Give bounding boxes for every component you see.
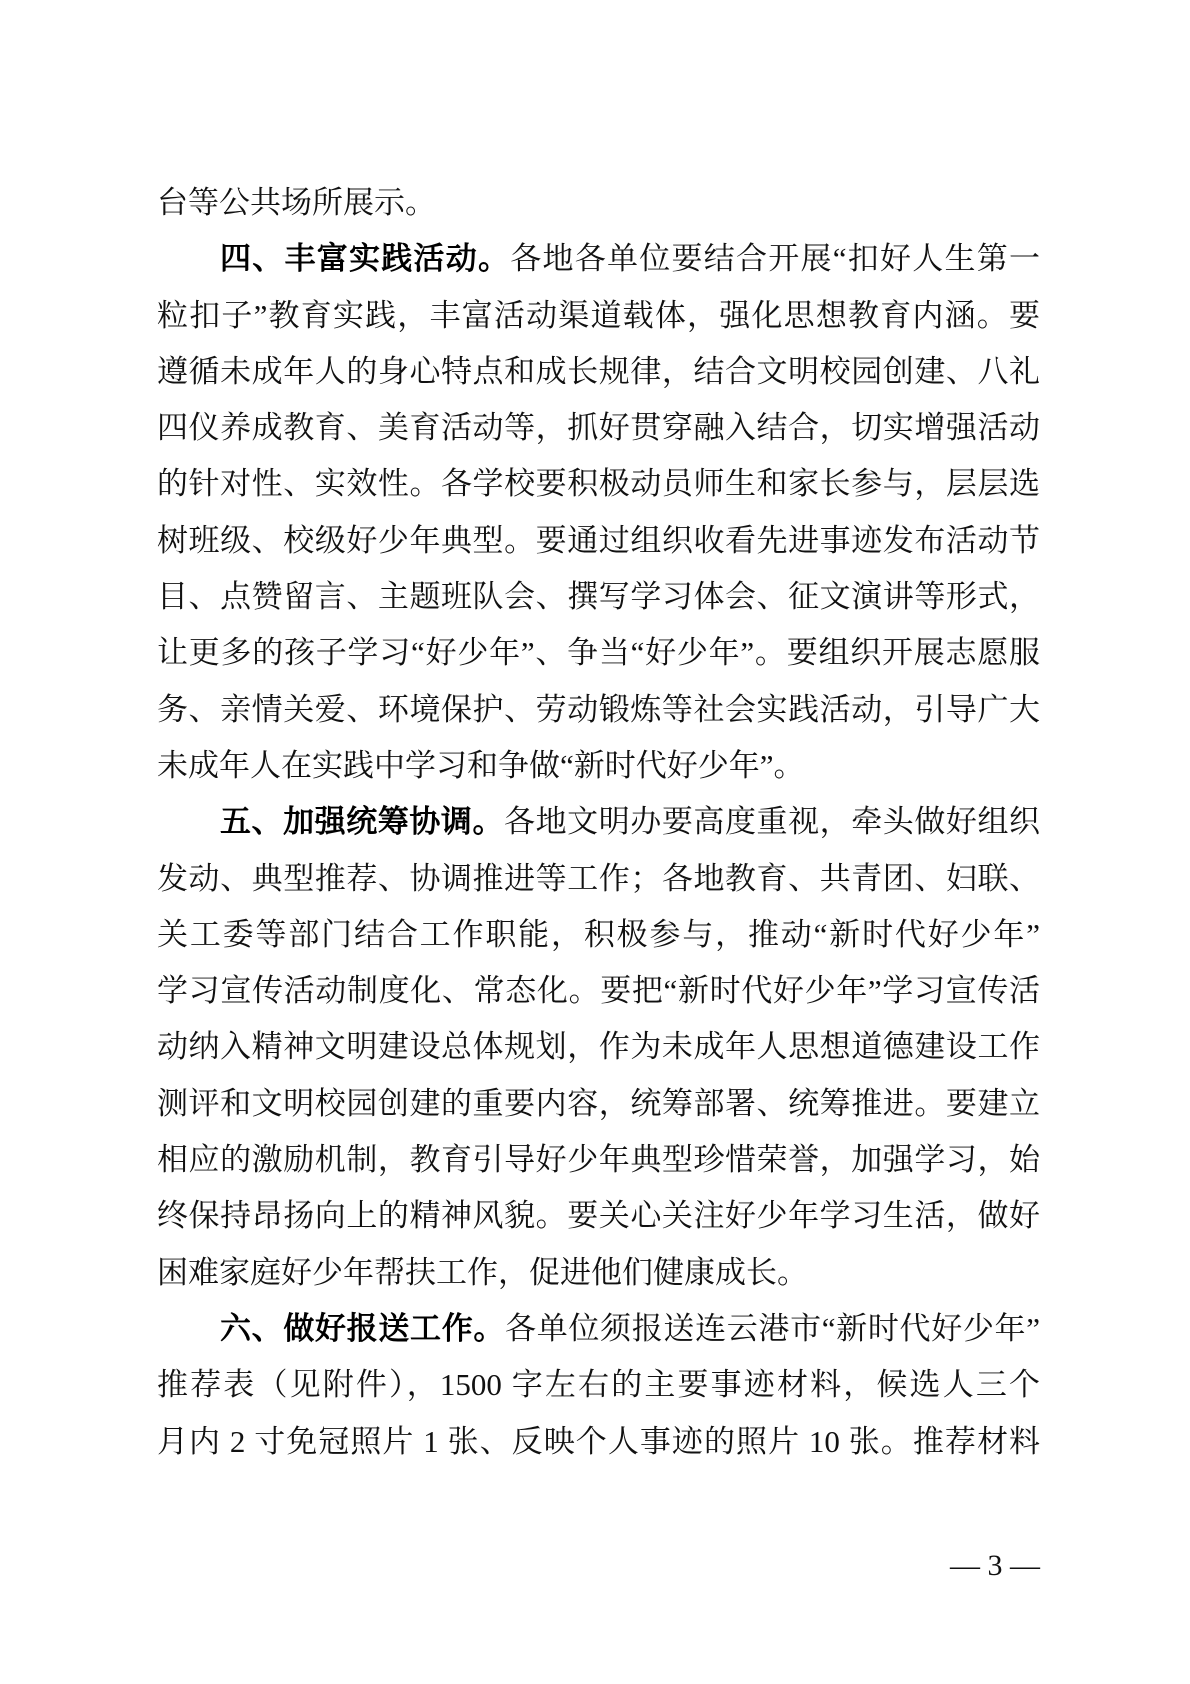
text-line: 让更多的孩子学习“好少年”、争当“好少年”。要组织开展志愿服 (157, 635, 1040, 671)
text-line: 测评和文明校园创建的重要内容，统筹部署、统筹推进。要建立 (157, 1085, 1040, 1121)
section-heading: 四、丰富实践活动。 (220, 241, 511, 277)
body-text (157, 175, 1040, 1470)
paragraph (157, 175, 1040, 231)
text-line: 相应的激励机制，教育引导好少年典型珍惜荣誉，加强学习，始 (157, 1142, 1040, 1178)
text-run: 各单位须报送连云港市“新时代好少年” (505, 1310, 1040, 1346)
text-line (157, 231, 1040, 287)
page-number: — 3 — (950, 1549, 1040, 1582)
text-line: 树班级、校级好少年典型。要通过组织收看先进事迹发布活动节 (157, 522, 1040, 558)
paragraph (157, 231, 1040, 794)
text-line: 粒扣子”教育实践，丰富活动渠道载体，强化思想教育内涵。要 (157, 297, 1040, 333)
text-line: 发动、典型推荐、协调推进等工作；各地教育、共青团、妇联、 (157, 860, 1040, 896)
text-line: 困难家庭好少年帮扶工作，促进他们健康成长。 (157, 1254, 808, 1290)
paragraph (157, 794, 1040, 1301)
text-line: 务、亲情关爱、环境保护、劳动锻炼等社会实践活动，引导广大 (157, 691, 1040, 727)
text-line (157, 794, 1040, 850)
text-line: 的针对性、实效性。各学校要积极动员师生和家长参与，层层选 (157, 466, 1040, 502)
text-line: 月内 2 寸免冠照片 1 张、反映个人事迹的照片 10 张。推荐材料 (157, 1423, 1040, 1459)
section-heading: 六、做好报送工作。 (220, 1310, 506, 1346)
text-line: 四仪养成教育、美育活动等，抓好贯穿融入结合，切实增强活动 (157, 410, 1040, 446)
text-line: 终保持昂扬向上的精神风貌。要关心关注好少年学习生活，做好 (157, 1198, 1040, 1234)
paragraph (157, 1301, 1040, 1470)
text-line: 推荐表（见附件），1500 字左右的主要事迹材料，候选人三个 (157, 1367, 1040, 1403)
section-heading: 五、加强统筹协调。 (220, 804, 505, 840)
text-line (157, 1301, 1040, 1357)
text-line: 学习宣传活动制度化、常态化。要把“新时代好少年”学习宣传活 (157, 973, 1040, 1009)
text-line: 关工委等部门结合工作职能，积极参与，推动“新时代好少年” (157, 916, 1040, 952)
text-run: 各地各单位要结合开展“扣好人生第一 (510, 241, 1040, 277)
text-line: 台等公共场所展示。 (157, 185, 436, 220)
text-line: 未成年人在实践中学习和争做“新时代好少年”。 (157, 747, 805, 783)
text-line: 目、点赞留言、主题班队会、撰写学习体会、征文演讲等形式， (157, 579, 1040, 615)
text-line: 遵循未成年人的身心特点和成长规律，结合文明校园创建、八礼 (157, 353, 1040, 389)
text-line: 动纳入精神文明建设总体规划，作为未成年人思想道德建设工作 (157, 1029, 1040, 1065)
text-run: 各地文明办要高度重视，牵头做好组织 (504, 804, 1040, 840)
